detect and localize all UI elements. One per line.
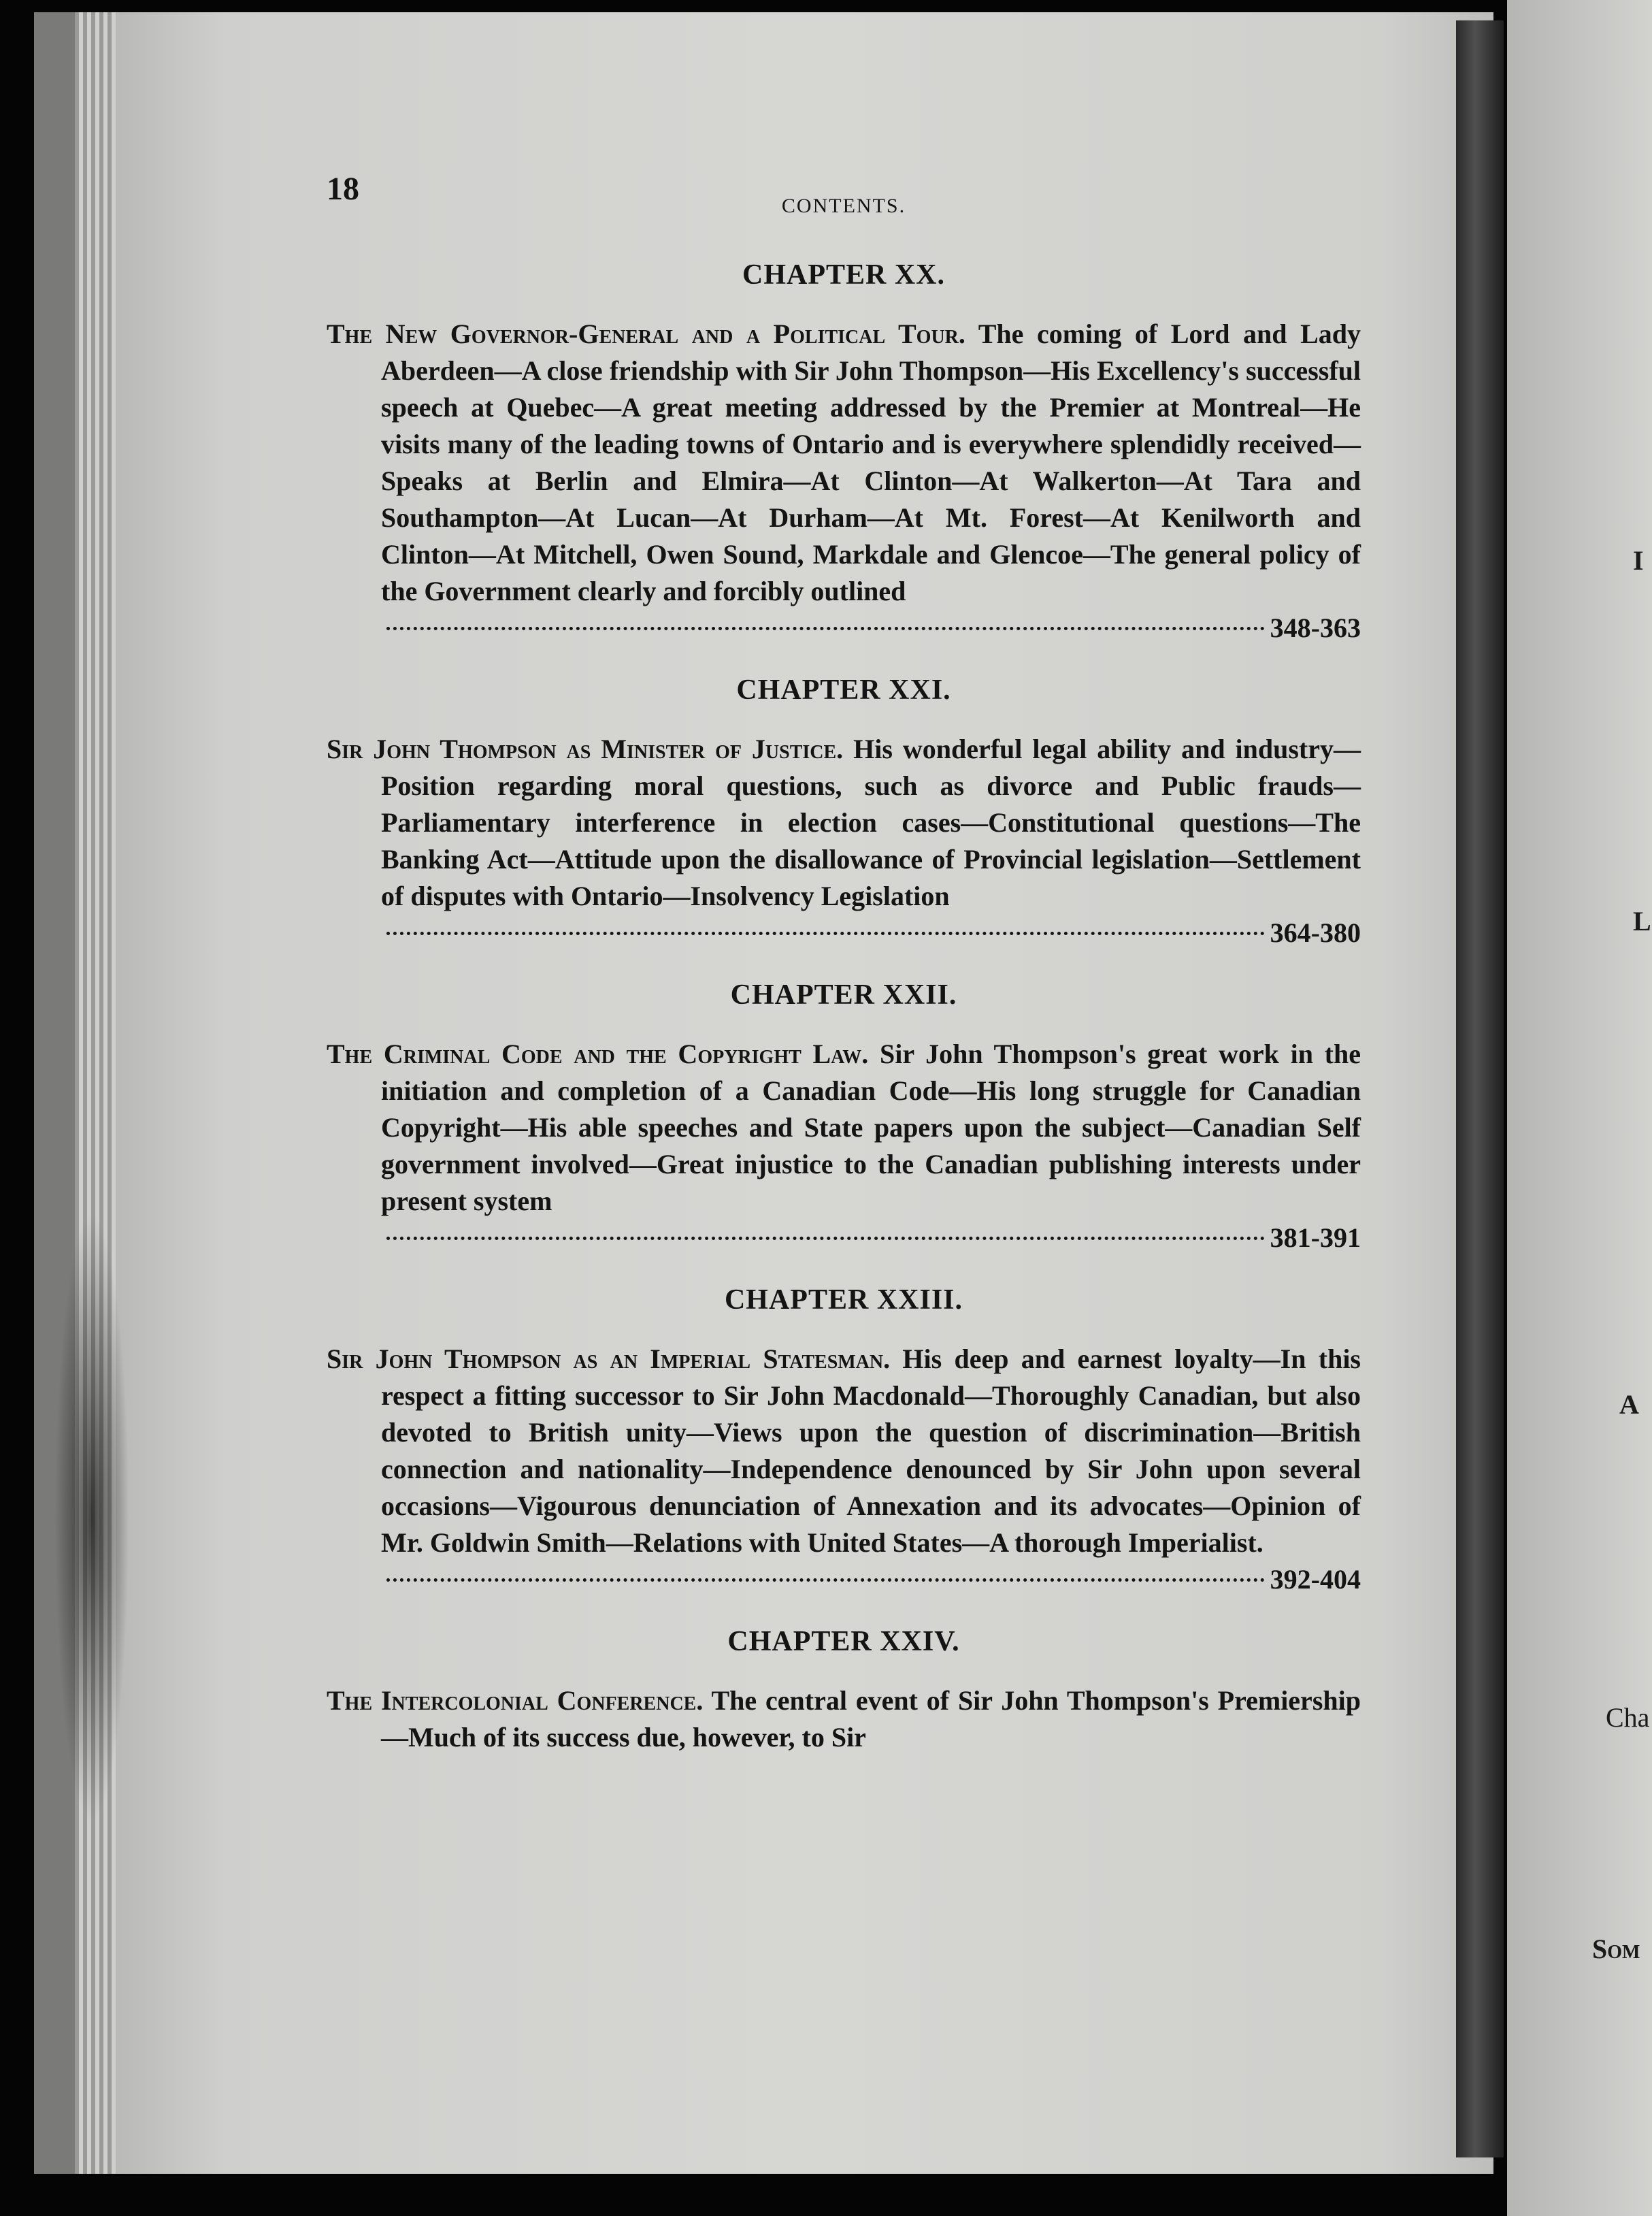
page-range-line bbox=[327, 1220, 1361, 1256]
chapter-description: The coming of Lord and Lady Aberdeen—A close friendship with Sir John Thompson—His Excellency's successful speech at Quebec—A great meeting addressed by the Premier at Montreal—He visits many of the leading towns of Ontario and is everywhere splendidly received—Speaks at Berlin and Elmira—At Clinton—At Walkerton—At Tara and Southampton—At Lucan—At Durham—At Mt. Forest—At Kenilworth and Clinton—At Mitchell, Owen Sound, Markdale and Glencoe—The general policy of the Government clearly and forcibly outlined bbox=[381, 319, 1361, 606]
ink-smudge bbox=[54, 1211, 129, 1824]
chapter-entry bbox=[327, 979, 1361, 1256]
chapter-entry bbox=[327, 674, 1361, 951]
chapter-title: The Intercolonial Conference. bbox=[327, 1685, 704, 1716]
chapter-title: Sir John Thompson as an Imperial Statesman. bbox=[327, 1343, 891, 1374]
chapter-summary bbox=[327, 1036, 1361, 1220]
dot-leader bbox=[386, 1237, 1265, 1240]
facing-fragment: I bbox=[1633, 545, 1644, 576]
chapter-entry bbox=[327, 1284, 1361, 1598]
chapter-entry bbox=[327, 259, 1361, 647]
chapter-title: The Criminal Code and the Copyright Law. bbox=[327, 1039, 869, 1069]
contents-text bbox=[327, 170, 1361, 1780]
facing-page bbox=[1507, 0, 1652, 2216]
chapter-description: The central event of Sir John Thompson's Premiership—Much of its success due, however, to Sir bbox=[381, 1685, 1361, 1753]
page-range: 348-363 bbox=[1270, 613, 1361, 643]
page-range: 392-404 bbox=[1270, 1564, 1361, 1595]
chapter-heading: CHAPTER XX. bbox=[742, 259, 945, 291]
page-edges bbox=[75, 12, 116, 2174]
chapter-description: His wonderful legal ability and industry—Position regarding moral questions, such as divorce and Public frauds—Parliamentary interference in election cases—Constitutional questions—The Banking Act—Attitude upon the disallowance of Provincial legislation—Settlement of disputes with Ontario—Insolvency Legislation bbox=[381, 734, 1361, 911]
chapter-title: Sir John Thompson as Minister of Justice. bbox=[327, 734, 844, 764]
page-range-line bbox=[327, 915, 1361, 951]
facing-fragment: Cha bbox=[1606, 1702, 1650, 1733]
page-range-line bbox=[327, 1561, 1361, 1598]
dot-leader bbox=[386, 627, 1265, 630]
running-title: CONTENTS. bbox=[781, 195, 906, 217]
page-number: 18 bbox=[327, 171, 359, 207]
chapter-entry bbox=[327, 1625, 1361, 1756]
chapter-summary bbox=[327, 316, 1361, 610]
dot-leader bbox=[386, 932, 1265, 935]
chapter-summary bbox=[327, 1682, 1361, 1756]
facing-fragment: A bbox=[1619, 1389, 1639, 1420]
page-range-line bbox=[327, 610, 1361, 647]
running-head bbox=[327, 170, 1361, 231]
chapter-heading: CHAPTER XXIII. bbox=[724, 1284, 963, 1316]
facing-fragment: Som bbox=[1592, 1934, 1640, 1964]
chapter-heading: CHAPTER XXIV. bbox=[727, 1626, 960, 1657]
facing-fragment: L bbox=[1633, 906, 1651, 936]
chapter-heading: CHAPTER XXI. bbox=[736, 674, 951, 706]
page-range: 364-380 bbox=[1270, 917, 1361, 948]
chapter-summary bbox=[327, 1341, 1361, 1561]
chapter-heading: CHAPTER XXII. bbox=[730, 979, 957, 1011]
chapter-summary bbox=[327, 731, 1361, 915]
dot-leader bbox=[386, 1578, 1265, 1582]
binding-gutter bbox=[1456, 20, 1504, 2157]
chapter-title: The New Governor-General and a Political Tour. bbox=[327, 319, 965, 349]
page-range: 381-391 bbox=[1270, 1222, 1361, 1253]
chapter-description: Sir John Thompson's great work in the initiation and completion of a Canadian Code—His long struggle for Canadian Copyright—His able speeches and State papers upon the subject—Canadian Self government involved—Great injustice to the Canadian publishing interests under present system bbox=[381, 1039, 1361, 1216]
chapter-description: His deep and earnest loyalty—In this respect a fitting successor to Sir John Macdonald—Thoroughly Canadian, but also devoted to British unity—Views upon the question of discrimination—British connection and nationality—Independence denounced by Sir John upon several occasions—Vigourous denunciation of Annexation and its advocates—Opinion of Mr. Goldwin Smith—Relations with United States—A thorough Imperialist. bbox=[381, 1343, 1361, 1558]
